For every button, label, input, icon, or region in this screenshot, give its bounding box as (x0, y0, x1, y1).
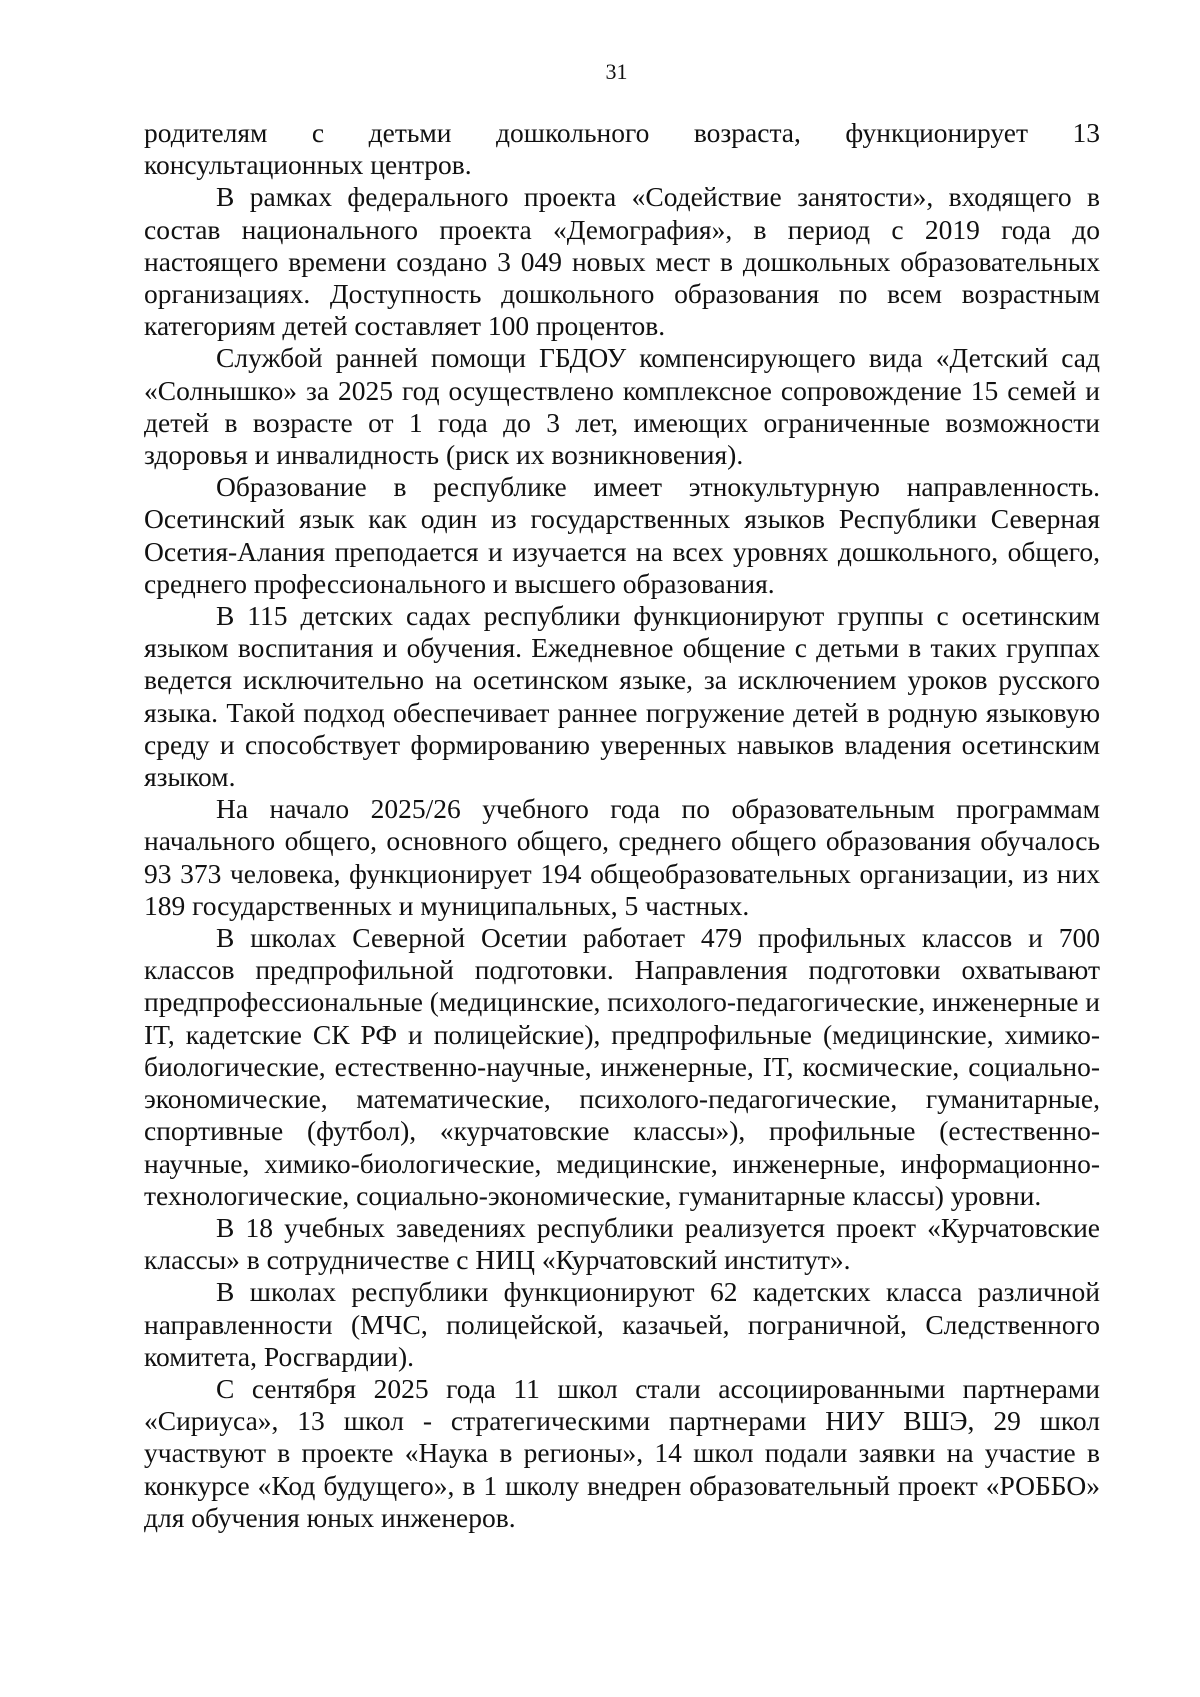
page-number: 31 (605, 59, 628, 84)
paragraph-employment-project: В рамках федерального проекта «Содействие занятости», входящего в состав национального проекта «Демография», в период с 2019 года до настоящего времени создано 3 049 новых мест в дошкольных образовательных организациях. Доступность дошкольного образования по всем возрастным категориям детей составляет 100 процентов. (144, 181, 1100, 342)
document-body (144, 117, 1100, 1534)
paragraph-cadet-classes: В школах республики функционируют 62 кадетских класса различной направленности (МЧС, полицейской, казачьей, пограничной, Следственного комитета, Росгвардии). (144, 1276, 1100, 1372)
paragraph-ossetian-language-kindergartens: В 115 детских садах республики функционируют группы с осетинским языком воспитания и обучения. Ежедневное общение с детьми в таких группах ведется исключительно на осетинском языке, за исключением уроков русского языка. Такой подход обеспечивает раннее погружение детей в родную языковую среду и способствует формированию уверенных навыков владения осетинским языком. (144, 600, 1100, 793)
paragraph-kurchatov-classes: В 18 учебных заведениях республики реализуется проект «Курчатовские классы» в сотрудничестве с НИЦ «Курчатовский институт». (144, 1211, 1100, 1276)
paragraph-profile-classes: В школах Северной Осетии работает 479 профильных классов и 700 классов предпрофильной подготовки. Направления подготовки охватывают предпрофессиональные (медицинские, психолого-педагогические, инженерные и IT, кадетские СК РФ и полицейские), предпрофильные (медицинские, химико-биологические, естественно-научные, инженерные, IT, космические, социально-экономические, математические, психолого-педагогические, гуманитарные, спортивные (футбол), «курчатовские классы»), профильные (естественно-научные, химико-биологические, медицинские, инженерные, информационно-технологические, социально-экономические, гуманитарные классы) уровни. (144, 922, 1101, 1211)
paragraph-school-partnerships: С сентября 2025 года 11 школ стали ассоциированными партнерами «Сириуса», 13 школ - стратегическими партнерами НИУ ВШЭ, 29 школ участвуют в проекте «Наука в регионы», 14 школ подали заявки на участие в конкурсе «Код будущего», в 1 школу внедрен образовательный проект «РОББО» для обучения юных инженеров. (144, 1372, 1100, 1533)
paragraph-consultation-centers: родителям с детьми дошкольного возраста, функционирует 13 консультационных центров. (144, 117, 1100, 181)
paragraph-ethnocultural-education: Образование в республике имеет этнокультурную направленность. Осетинский язык как один из государственных языков Республики Северная Осетия-Алания преподается и изучается на всех уровнях дошкольного, общего, среднего профессионального и высшего образования. (144, 471, 1100, 599)
paragraph-early-help-service: Службой ранней помощи ГБДОУ компенсирующего вида «Детский сад «Солнышко» за 2025 год осуществлено комплексное сопровождение 15 семей и детей в возрасте от 1 года до 3 лет, имеющих ограниченные возможности здоровья и инвалидность (риск их возникновения). (144, 342, 1100, 471)
paragraph-school-enrollment: На начало 2025/26 учебного года по образовательным программам начального общего, основного общего, среднего общего образования обучалось 93 373 человека, функционирует 194 общеобразовательных организации, из них 189 государственных и муниципальных, 5 частных. (144, 793, 1100, 921)
